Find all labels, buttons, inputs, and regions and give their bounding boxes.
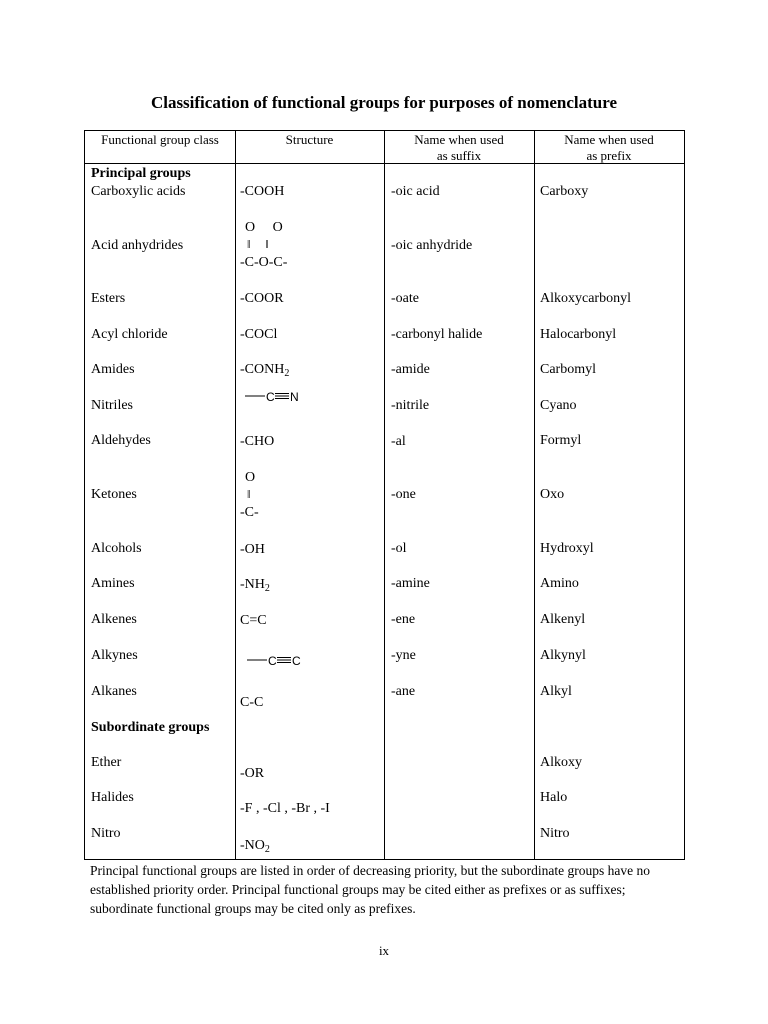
row-name: Acid anhydrides xyxy=(91,238,184,253)
page-number: ix xyxy=(378,943,390,958)
row-structure xyxy=(240,837,270,854)
functional-groups-table xyxy=(84,130,685,860)
row-prefix: Oxo xyxy=(540,487,565,502)
row-name: Amines xyxy=(91,576,135,591)
structure-text: -NH xyxy=(240,577,265,592)
row-prefix: Cyano xyxy=(540,398,577,413)
ketone-double-bond-line: ‖ xyxy=(247,487,251,501)
header-suffix xyxy=(384,132,534,164)
row-suffix: -yne xyxy=(391,648,416,663)
header-class: Functional group class xyxy=(101,132,219,147)
structure-subscript: 2 xyxy=(264,844,270,855)
column-divider xyxy=(534,131,535,859)
row-structure: C=C xyxy=(240,613,267,628)
row-structure: C-C xyxy=(240,695,264,710)
row-suffix: -amide xyxy=(391,362,430,377)
section-subordinate: Subordinate groups xyxy=(91,720,210,735)
row-structure: -COOR xyxy=(240,291,284,306)
row-suffix: -oic anhydride xyxy=(391,238,473,253)
row-prefix: Nitro xyxy=(540,826,570,841)
row-prefix: Alkynyl xyxy=(540,648,586,663)
row-structure: -CHO xyxy=(240,434,275,449)
header-prefix-line1: Name when used xyxy=(564,132,654,147)
row-name: Nitriles xyxy=(91,398,133,413)
header-suffix-line2: as suffix xyxy=(436,148,482,163)
row-name: Alcohols xyxy=(91,541,142,556)
page-title: Classification of functional groups for purposes of nomenclature xyxy=(150,93,618,112)
row-structure xyxy=(240,576,270,593)
alkyne-triple-bond-structure xyxy=(245,653,315,673)
row-structure: -F , -Cl , -Br , -I xyxy=(240,801,330,816)
structure-text: -NO xyxy=(240,838,265,853)
row-suffix: -amine xyxy=(391,576,430,591)
alkyne-carbon-label: C xyxy=(292,654,301,668)
row-structure: -COCl xyxy=(240,327,278,342)
structure-text: -CONH xyxy=(240,362,285,377)
row-name: Amides xyxy=(91,362,135,377)
row-prefix: Amino xyxy=(540,576,579,591)
row-name: Ketones xyxy=(91,487,137,502)
ketone-oxygen-line: O xyxy=(245,470,256,485)
row-suffix: -nitrile xyxy=(391,398,430,413)
column-divider xyxy=(235,131,236,859)
row-structure: -COOH xyxy=(240,184,285,199)
row-prefix: Halo xyxy=(540,790,568,805)
row-name: Alkanes xyxy=(91,684,137,699)
row-name: Nitro xyxy=(91,826,121,841)
row-name: Esters xyxy=(91,291,126,306)
footnote: Principal functional groups are listed in order of decreasing priority, but the subordinate groups have no established priority order. Principal functional groups may be cited either as prefixes or as suffixes; subordinate functional groups may be cited only as prefixes. xyxy=(90,863,650,916)
row-prefix: Alkyl xyxy=(540,684,572,699)
nitrile-carbon-label: C xyxy=(266,390,275,404)
row-suffix: -oic acid xyxy=(391,184,440,199)
ketone-carbon-line: -C- xyxy=(240,505,259,520)
row-suffix: -oate xyxy=(391,291,419,306)
row-name: Carboxylic acids xyxy=(91,184,186,199)
row-prefix: Alkenyl xyxy=(540,612,586,627)
row-suffix: -ene xyxy=(391,612,416,627)
nitrile-nitrogen-label: N xyxy=(290,390,299,404)
header-prefix-line2: as prefix xyxy=(586,148,632,163)
row-name: Halides xyxy=(91,790,134,805)
row-name: Aldehydes xyxy=(91,433,151,448)
row-suffix: -one xyxy=(391,487,416,502)
header-suffix-line1: Name when used xyxy=(414,132,504,147)
nitrile-triple-bond-structure xyxy=(243,389,313,409)
row-structure xyxy=(240,361,289,378)
row-suffix: -ol xyxy=(391,541,407,556)
column-divider xyxy=(384,131,385,859)
alkyne-carbon-label: C xyxy=(268,654,277,668)
row-prefix: Alkoxy xyxy=(540,755,582,770)
anhydride-oxygen-line: O O xyxy=(245,220,283,235)
row-structure: -OR xyxy=(240,766,265,781)
structure-subscript: 2 xyxy=(264,583,270,594)
row-name: Acyl chloride xyxy=(91,327,168,342)
row-structure: -OH xyxy=(240,542,265,557)
row-prefix: Carbomyl xyxy=(540,362,596,377)
row-prefix: Formyl xyxy=(540,433,582,448)
row-prefix: Carboxy xyxy=(540,184,589,199)
header-structure: Structure xyxy=(285,132,334,147)
anhydride-chain-line: -C-O-C- xyxy=(240,255,288,270)
section-principal: Principal groups xyxy=(91,166,191,181)
row-suffix: -ane xyxy=(391,684,416,699)
row-prefix: Halocarbonyl xyxy=(540,327,617,342)
row-prefix: Hydroxyl xyxy=(540,541,594,556)
row-name: Ether xyxy=(91,755,122,770)
row-suffix: -al xyxy=(391,434,406,449)
structure-subscript: 2 xyxy=(284,368,290,379)
row-prefix: Alkoxycarbonyl xyxy=(540,291,631,306)
row-suffix: -carbonyl halide xyxy=(391,327,483,342)
header-prefix xyxy=(534,132,684,164)
row-name: Alkynes xyxy=(91,648,138,663)
row-name: Alkenes xyxy=(91,612,137,627)
anhydride-double-bond-line: ‖ ‖ xyxy=(247,237,269,251)
